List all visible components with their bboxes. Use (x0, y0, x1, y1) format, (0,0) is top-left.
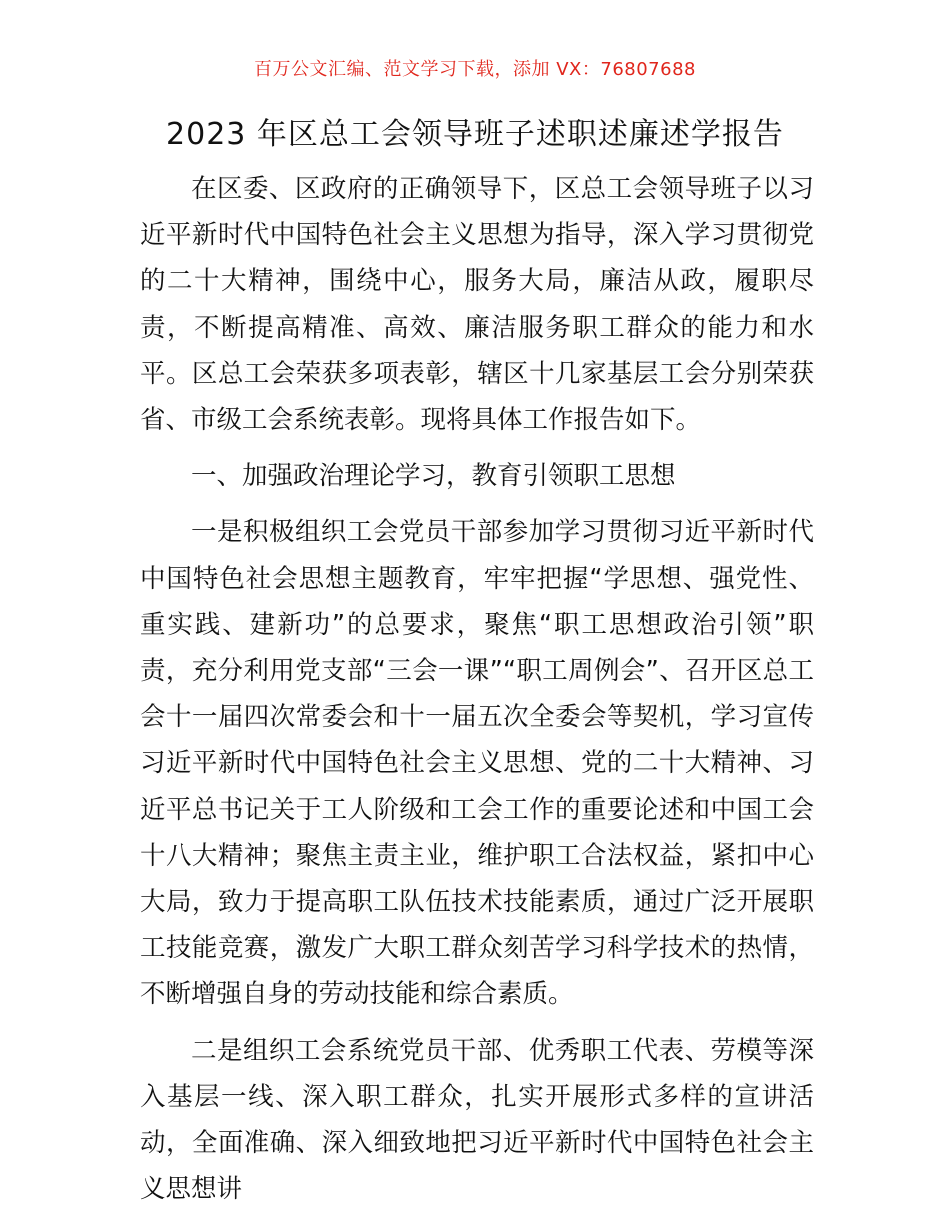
paragraph-point-2: 二是组织工会系统党员干部、优秀职工代表、劳模等深入基层一线、深入职工群众，扎实开展形式多样的宣讲活动，全面准确、深入细致地把习近平新时代中国特色社会主义思想讲 (140, 1035, 814, 1205)
document-title: 2023 年区总工会领导班子述职述廉述学报告 (166, 117, 784, 152)
paragraph-point-1: 一是积极组织工会党员干部参加学习贯彻习近平新时代中国特色社会思想主题教育，牢牢把握“学思想、强党性、重实践、建新功”的总要求，聚焦“职工思想政治引领”职责，充分利用党支部“三会一课”“职工周例会”、召开区总工会十一届四次常委会和十一届五次全委会等契机，学习宣传习近平新时代中国特色社会主义思想、党的二十大精神、习近平总书记关于工人阶级和工会工作的重要论述和中国工会十八大精神；聚焦主责主业，维护职工合法权益，紧扣中心大局，致力于提高职工队伍技术技能素质，通过广泛开展职工技能竞赛，激发广大职工群众刻苦学习科学技术的热情，不断增强自身的劳动技能和综合素质。 (140, 517, 814, 1010)
header-banner: 百万公文汇编、范文学习下载，添加 VX：76807688 (254, 59, 696, 80)
document-body (140, 166, 814, 1212)
paragraph-intro: 在区委、区政府的正确领导下，区总工会领导班子以习近平新时代中国特色社会主义思想为指导，深入学习贯彻党的二十大精神，围绕中心，服务大局，廉洁从政，履职尽责，不断提高精准、高效、廉洁服务职工群众的能力和水平。区总工会荣获多项表彰，辖区十几家基层工会分别荣获省、市级工会系统表彰。现将具体工作报告如下。 (140, 174, 814, 436)
section-heading-1: 一、加强政治理论学习，教育引领职工思想 (191, 461, 676, 492)
